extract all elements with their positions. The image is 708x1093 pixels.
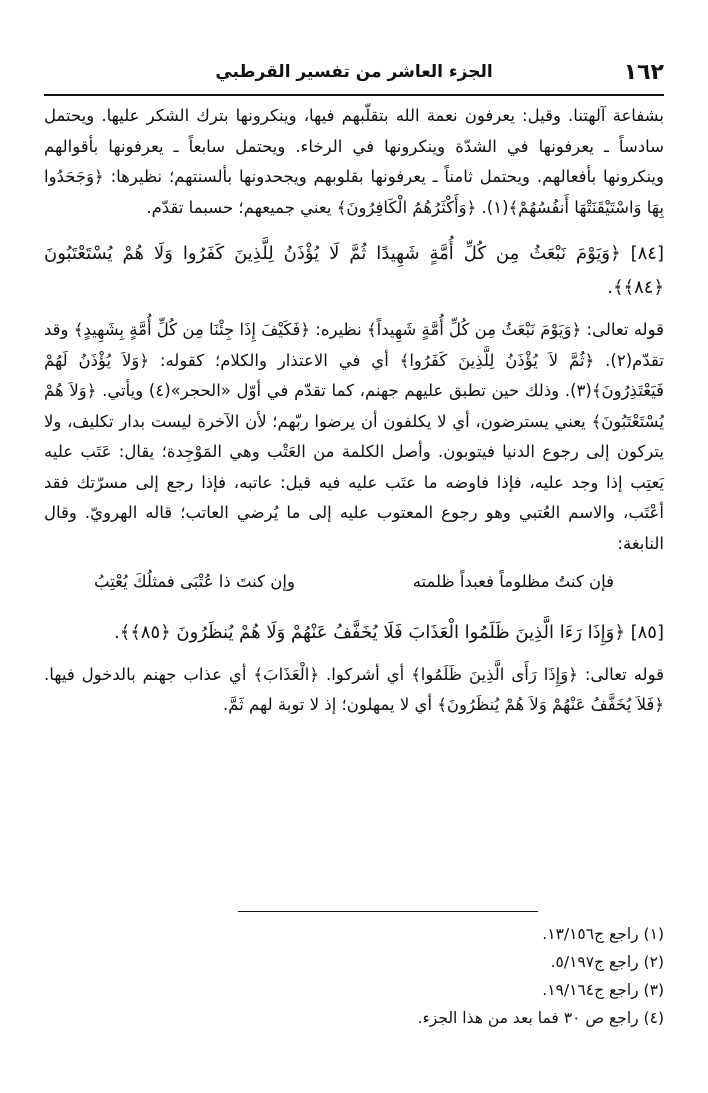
verse-85: [٨٥] ﴿وَإِذَا رَءَا الَّذِينَ ظَلَمُوا الْعَذَابَ فَلَا يُخَفَّفُ عَنْهُمْ وَلَا هُمْ يُنظَرُونَ ﴿٨٥﴾﴾. [113, 621, 664, 643]
paragraph-1: بشفاعة آلهتنا. وقيل: يعرفون نعمة الله بتقلّبهم فيها، وينكرونها بترك الشكر عليها. ويحتمل سادساً ـ يعرفونها في الشدّة وينكرونها في الرخاء. ويحتمل سابعاً ـ يعرفونها بأقوالهم وينكرونها بأفعالهم. ويحتمل ثامناً ـ يعرفونها بقلوبهم ويجحدونها بألسنتهم؛ نظيرها: ﴿وَجَحَدُوا بِهَا وَاسْتَيْقَنَتْهَا أَنفُسُهُمْ﴾(١). ﴿وَأَكْثَرُهُمُ الْكَافِرُونَ﴾ يعني جميعهم؛ حسبما تقدّم. [44, 106, 664, 217]
footnote-rule [238, 911, 538, 912]
footnote-4: (٤) راجع ص ٣٠ فما بعد من هذا الجزء. [417, 1009, 664, 1027]
page-number: ١٦٢ [623, 60, 664, 85]
paragraph-3: قوله تعالى: ﴿وَإِذَا رَأَى الَّذِينَ ظَلَمُوا﴾ أي أشركوا. ﴿الْعَذَابَ﴾ أي عذاب جهنم بالدخول فيها. ﴿فَلاَ يُخَفَّفُ عَنْهُمْ وَلاَ هُمْ يُنظَرُونَ﴾ أي لا يمهلون؛ إذ لا توبة لهم ثَمَّ. [44, 664, 664, 714]
poem-hemistich-right: فإن كنتُ مظلوماً فعبداً ظلمته [412, 572, 614, 591]
footnote-3: (٣) راجع ج١٩/١٦٤. [542, 981, 664, 999]
poem-hemistich-left: وإن كنتَ ذا عُتْبَى فمثلُكَ يُعْتِبُ [94, 572, 295, 591]
verse-84: [٨٤] ﴿وَيَوْمَ نَبْعَثُ مِن كُلِّ أُمَّةٍ شَهِيدًا ثُمَّ لَا يُؤْذَنُ لِلَّذِينَ كَفَرُوا وَلَا هُمْ يُسْتَعْتَبُونَ ﴿٨٤﴾﴾. [44, 243, 664, 298]
main-text [44, 101, 664, 721]
poem-line [44, 563, 664, 602]
footnotes [200, 920, 664, 1032]
paragraph-2: قوله تعالى: ﴿وَيَوْمَ نَبْعَثُ مِن كُلِّ أُمَّةٍ شَهِيداً﴾ نظيره: ﴿فَكَيْفَ إِذَا جِئْنَا مِن كُلِّ أُمَّةٍ بِشَهِيدٍ﴾ وقد تقدّم(٢). ﴿ثُمَّ لاَ يُؤْذَنُ لِلَّذِينَ كَفَرُوا﴾ أي في الاعتذار والكلام؛ كقوله: ﴿وَلاَ يُؤْذَنُ لَهُمْ فَيَعْتَذِرُونَ﴾(٣). وذلك حين تطبق عليهم جهنم، كما تقدّم في أوّل «الحجر»(٤) ويأتي. ﴿وَلاَ هُمْ يُسْتَعْتَبُونَ﴾ يعني يسترضون، أي لا يكلفون أن يرضوا ربّهم؛ لأن الآخرة ليست بدار تكليف، ولا يتركون إلى رجوع الدنيا فيتوبون. وأصل الكلمة من العَتْب وهي المَوْجِدة؛ يقال: عَتَب عليه يَعتِب إذا وجد عليه، فإذا فاوضه ما عتَب عليه فيه قيل: عاتبه، فإذا رجع إلى مسرّتك فقد أعْتَب، والاسم العُتبي وهو رجوع المعتوب عليه إلى ما يُرضي العاتب؛ قاله الهرويّ. وقال النابغة: [44, 320, 665, 553]
page-header [44, 60, 664, 92]
header-rule [44, 94, 664, 96]
running-title: الجزء العاشر من تفسير القرطبي [215, 62, 493, 82]
footnote-1: (١) راجع ج١٣/١٥٦. [542, 925, 664, 943]
footnote-2: (٢) راجع ج٥/١٩٧. [550, 953, 664, 971]
